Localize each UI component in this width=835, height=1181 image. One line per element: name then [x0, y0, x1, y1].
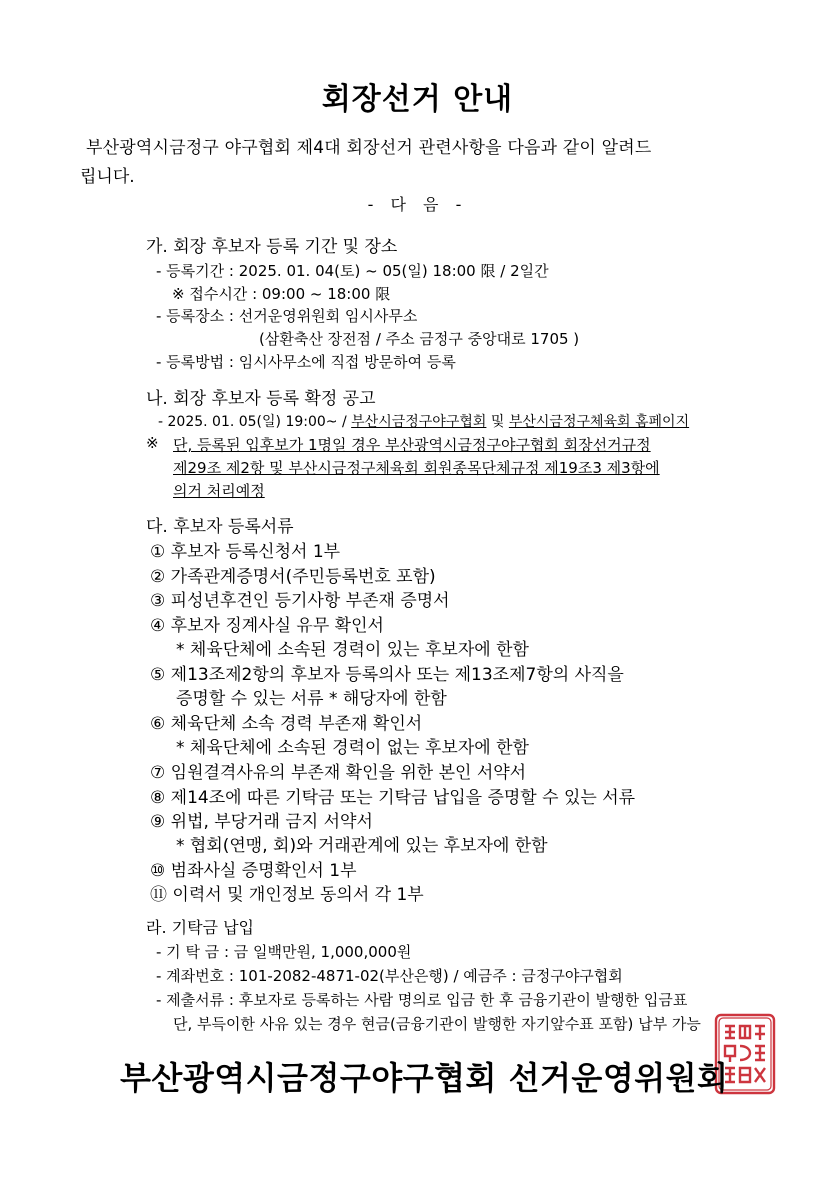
- document-item: ① 후보자 등록신청서 1부: [150, 542, 341, 562]
- document-item: ② 가족관계증명서(주민등록번호 포함): [150, 567, 436, 587]
- note-mark: ※: [146, 434, 159, 452]
- document-item: ⑪ 이력서 및 개인정보 동의서 각 1부: [150, 885, 424, 905]
- section-ra-line: - 제출서류 : 후보자로 등록하는 사람 명의로 입금 한 후 금융기관이 발행한 입금표: [156, 991, 688, 1009]
- section-ga-line: - 등록장소 : 선거운영위원회 임시사무소: [156, 307, 418, 325]
- document-item: ⑦ 임원결격사유의 부존재 확인을 위한 본인 서약서: [150, 763, 527, 783]
- section-ra-heading: 라. 기탁금 납입: [146, 918, 254, 937]
- section-na-announcement: [158, 411, 689, 431]
- document-item: ④ 후보자 징계사실 유무 확인서: [150, 616, 384, 636]
- document-item: ⑩ 범좌사실 증명확인서 1부: [150, 861, 357, 881]
- document-item: ⑥ 체육단체 소속 경력 부존재 확인서: [150, 714, 423, 734]
- section-ga-heading: 가. 회장 후보자 등록 기간 및 장소: [146, 237, 398, 257]
- section-ra-line: - 계좌번호 : 101-2082-4871-02(부산은행) / 예금주 : 금정구야구협회: [156, 967, 623, 985]
- section-ra-line: 단, 부득이한 사유 있는 경우 현금(금융기관이 발행한 자기앞수표 포함) 납부 가능: [173, 1015, 701, 1033]
- announcement-conj: 및: [486, 414, 509, 430]
- link-sports-council-homepage[interactable]: 부산시금정구체육회 홈페이지: [508, 414, 690, 430]
- divider-heading: - 다 음 -: [367, 195, 468, 214]
- announcement-date: - 2025. 01. 05(일) 19:00~ /: [158, 414, 352, 430]
- intro-line-1: 부산광역시금정구 야구협회 제4대 회장선거 관련사항을 다음과 같이 알려드: [86, 138, 652, 158]
- section-na-note: 의거 처리예정: [173, 482, 265, 500]
- section-na-heading: 나. 회장 후보자 등록 확정 공고: [146, 389, 376, 409]
- section-ga-line: (삼환축산 장전점 / 주소 금정구 중앙대로 1705 ): [259, 330, 580, 348]
- section-ga-line: - 등록방법 : 임시사무소에 직접 방문하여 등록: [156, 353, 456, 371]
- section-ga-line: ※ 접수시간 : 09:00 ~ 18:00 限: [172, 285, 391, 303]
- document-item: ⑤ 제13조제2항의 후보자 등록의사 또는 제13조제7항의 사직을: [150, 665, 624, 685]
- link-baseball-association[interactable]: 부산시금정구야구협회: [351, 414, 487, 430]
- signature-organization: 부산광역시금정구야구협회 선거운영위원회: [120, 1059, 729, 1097]
- document-item-note: * 체육단체에 소속된 경력이 없는 후보자에 한함: [176, 738, 529, 758]
- document-title: 회장선거 안내: [321, 82, 514, 117]
- document-item-note: 증명할 수 있는 서류 * 해당자에 한함: [176, 689, 447, 709]
- document-item-note: * 체육단체에 소속된 경력이 있는 후보자에 한함: [176, 640, 529, 660]
- document-item: ⑨ 위법, 부당거래 금지 서약서: [150, 812, 373, 832]
- document-item: ③ 피성년후견인 등기사항 부존재 증명서: [150, 591, 450, 611]
- section-na-note: 단, 등록된 입후보가 1명일 경우 부산광역시금정구야구협회 회장선거규정: [173, 436, 651, 454]
- section-ga-line: - 등록기간 : 2025. 01. 04(토) ~ 05(일) 18:00 限 / 2일간: [156, 262, 549, 280]
- document-item-note: * 협회(연맹, 회)와 거래관계에 있는 후보자에 한함: [176, 836, 548, 856]
- section-ra-line: - 기 탁 금 : 금 일백만원, 1,000,000원: [156, 943, 412, 961]
- intro-line-2: 립니다.: [80, 167, 135, 187]
- section-na-note: 제29조 제2항 및 부산시금정구체육회 회원종목단체규정 제19조3 제3항에: [173, 459, 660, 477]
- section-da-heading: 다. 후보자 등록서류: [146, 517, 294, 537]
- document-item: ⑧ 제14조에 따른 기탁금 또는 기탁금 납입을 증명할 수 있는 서류: [150, 788, 636, 808]
